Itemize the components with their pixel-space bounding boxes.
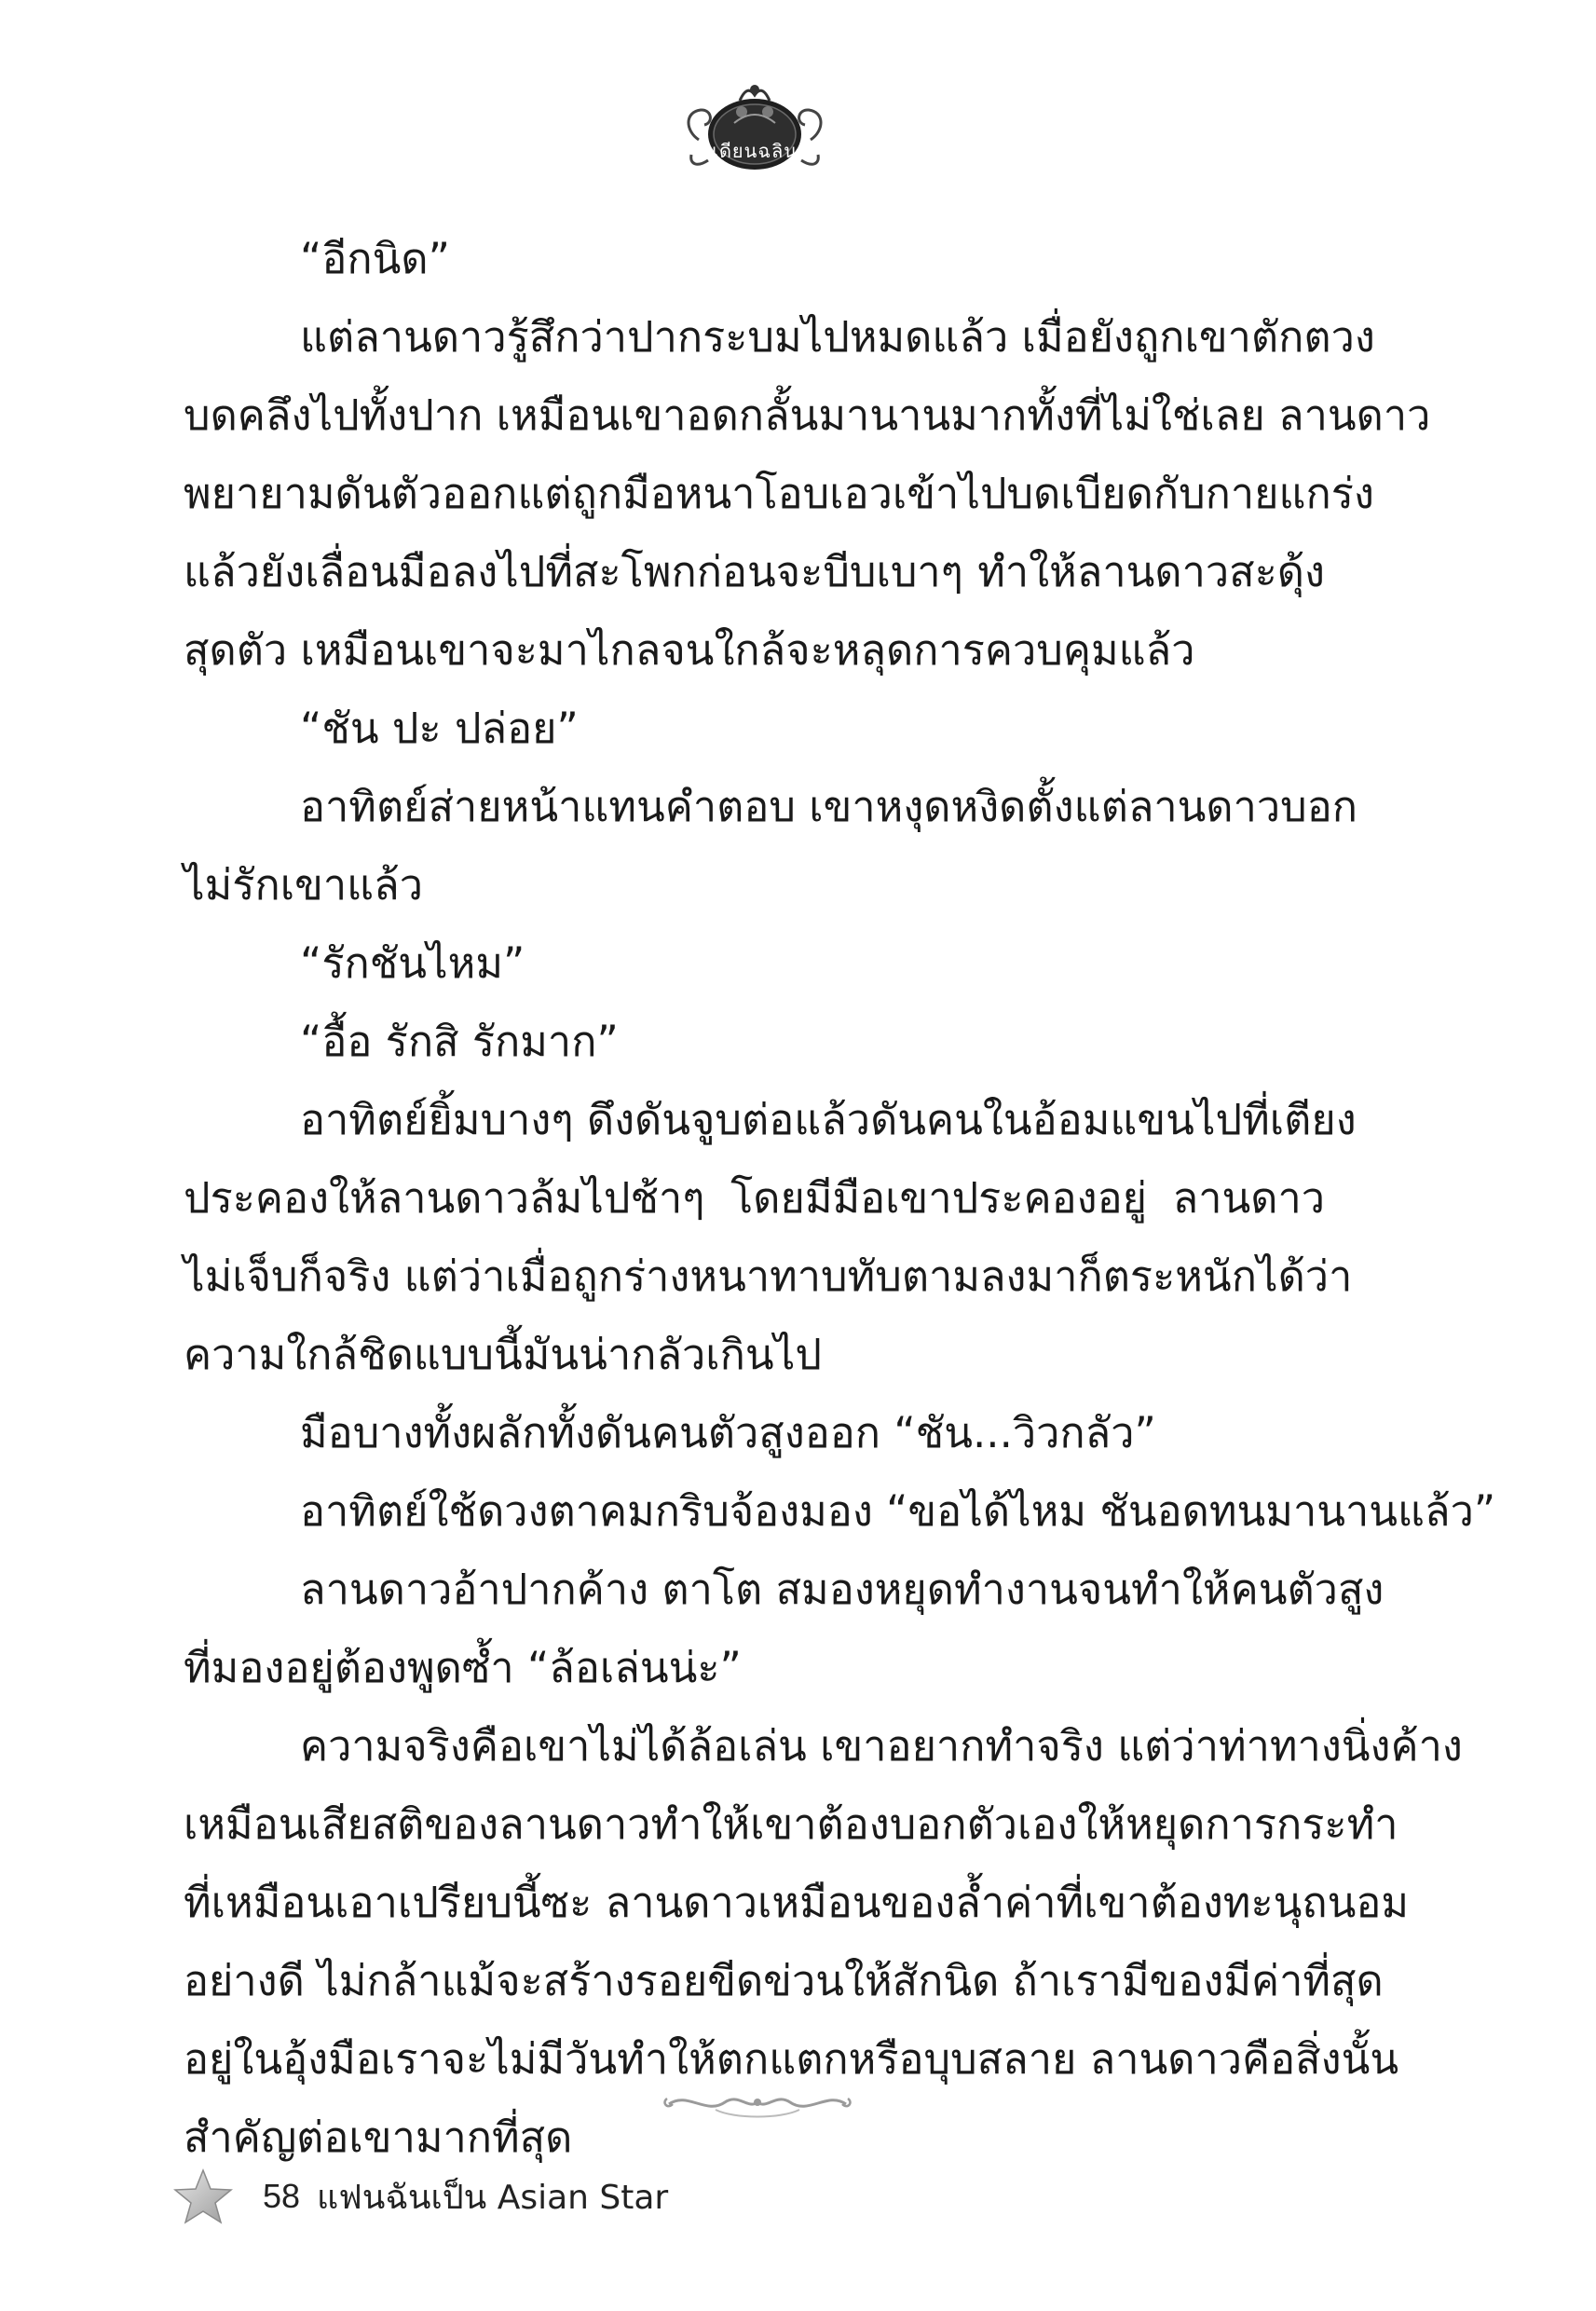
text-line: ความใกล้ชิดแบบนี้มันน่ากลัวเกินไป [184,1330,822,1379]
text-line: แต่ลานดาวรู้สึกว่าปากระบมไปหมดแล้ว เมื่อยังถูกเขาตักตวง [300,312,1375,362]
text-line: ที่เหมือนเอาเปรียบนี้ซะ ลานดาวเหมือนของล้ำค่าที่เขาต้องทะนุถนอม [184,1878,1410,1927]
page-footer [173,2164,668,2229]
text-line: ที่มองอยู่ต้องพูดซ้ำ “ล้อเล่นน่ะ” [184,1643,742,1692]
chapter-emblem-icon [680,75,829,177]
text-line: ประคองให้ลานดาวล้มไปช้าๆ โดยมีมือเขาประคองอยู่ ลานดาว [184,1173,1325,1223]
body-text [184,220,1496,2177]
text-line: “อีกนิด” [300,234,450,283]
text-line: อย่างดี ไม่กล้าแม้จะสร้างรอยขีดข่วนให้สักนิด ถ้าเรามีของมีค่าที่สุด [184,1956,1384,2005]
text-line: เหมือนเสียสติของลานดาวทำให้เขาต้องบอกตัวเองให้หยุดการกระทำ [184,1799,1398,1849]
text-line: อาทิตย์ใช้ดวงตาคมกริบจ้องมอง “ขอได้ไหม ชันอดทนมานานแล้ว” [300,1486,1496,1536]
text-line: อาทิตย์ยิ้มบางๆ ดึงดันจูบต่อแล้วดันคนในอ้อมแขนไปที่เตียง [300,1095,1357,1144]
text-line: ไม่รักเขาแล้ว [184,860,423,909]
emblem-label: เดียนฉลิน [712,140,798,162]
text-line: ลานดาวอ้าปากค้าง ตาโต สมองหยุดทำงานจนทำให้คนตัวสูง [300,1565,1385,1614]
text-line: ความจริงคือเขาไม่ได้ล้อเล่น เขาอยากทำจริง แต่ว่าท่าทางนิ่งค้าง [300,1721,1463,1771]
text-line: มือบางทั้งผลักทั้งดันคนตัวสูงออก “ชัน...วิวกลัว” [300,1408,1156,1457]
text-line: “อื้อ รักสิ รักมาก” [300,1017,619,1066]
text-line: อาทิตย์ส่ายหน้าแทนคำตอบ เขาหงุดหงิดตั้งแต่ลานดาวบอก [300,782,1358,831]
text-line: บดคลึงไปทั้งปาก เหมือนเขาอดกลั้นมานานมากทั้งที่ไม่ใช่เลย ลานดาว [184,390,1431,440]
book-title: แฟนฉันเป็น Asian Star [317,2178,669,2217]
text-line: “ชัน ปะ ปล่อย” [300,704,579,753]
text-line: “รักชันไหม” [300,938,525,988]
text-line: สุดตัว เหมือนเขาจะมาไกลจนใกล้จะหลุดการควบคุมแล้ว [184,625,1195,675]
text-line: ไม่เจ็บก็จริง แต่ว่าเมื่อถูกร่างหนาทาบทับตามลงมาก็ตระหนักได้ว่า [184,1251,1353,1301]
text-line: อยู่ในอุ้งมือเราจะไม่มีวันทำให้ตกแตกหรือบุบสลาย ลานดาวคือสิ่งนั้น [184,2034,1399,2084]
divider-ornament-icon [660,2082,855,2123]
text-line: สำคัญต่อเขามากที่สุด [184,2113,573,2162]
text-line: แล้วยังเลื่อนมือลงไปที่สะโพกก่อนจะบีบเบาๆ ทำให้ลานดาวสะดุ้ง [184,547,1325,596]
text-line: พยายามดันตัวออกแต่ถูกมือหนาโอบเอวเข้าไปบดเบียดกับกายแกร่ง [184,469,1374,518]
page-number: 58 [263,2177,301,2215]
star-icon [173,2167,233,2226]
